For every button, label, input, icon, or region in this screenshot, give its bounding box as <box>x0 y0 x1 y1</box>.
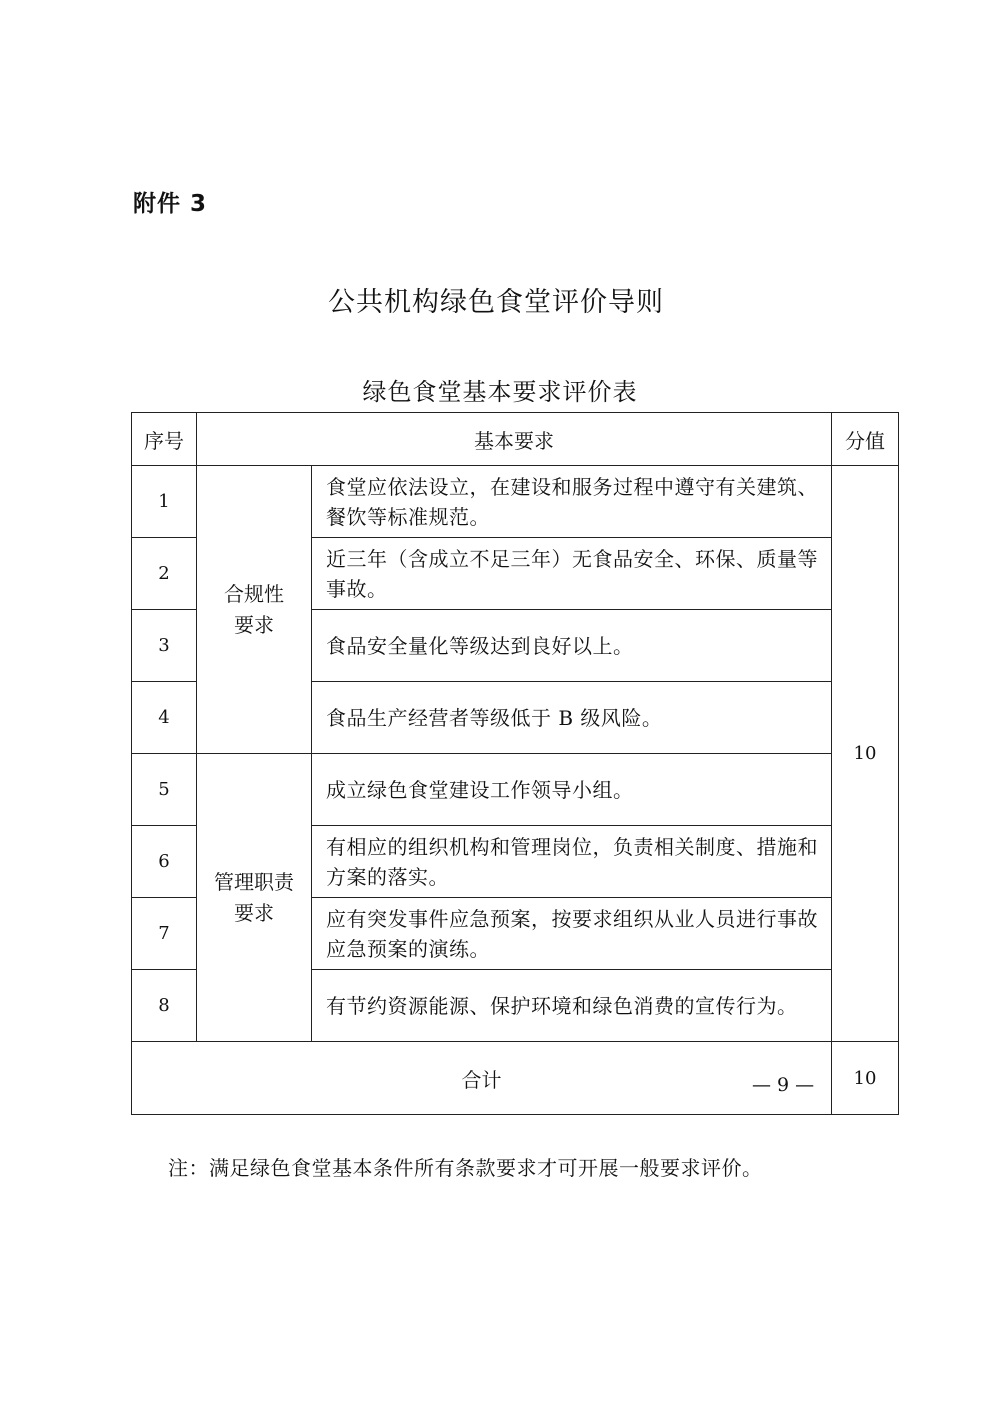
row-seq: 1 <box>132 466 197 538</box>
header-score: 分值 <box>832 413 899 466</box>
row-seq: 6 <box>132 826 197 898</box>
attachment-label: 附件 3 <box>133 191 208 217</box>
total-value: 10 <box>832 1042 899 1115</box>
table-header-row <box>132 413 899 466</box>
row-requirement: 有相应的组织机构和管理岗位，负责相关制度、措施和方案的落实。 <box>312 826 832 898</box>
row-seq: 8 <box>132 970 197 1042</box>
row-seq: 7 <box>132 898 197 970</box>
row-seq: 4 <box>132 682 197 754</box>
page-title: 公共机构绿色食堂评价导则 <box>328 287 664 318</box>
table-row <box>132 466 899 538</box>
row-seq: 2 <box>132 538 197 610</box>
footnote: 注：满足绿色食堂基本条件所有条款要求才可开展一般要求评价。 <box>168 1156 763 1180</box>
row-requirement: 食堂应依法设立，在建设和服务过程中遵守有关建筑、餐饮等标准规范。 <box>312 466 832 538</box>
row-requirement: 应有突发事件应急预案，按要求组织从业人员进行事故应急预案的演练。 <box>312 898 832 970</box>
total-label: 合计 <box>132 1042 832 1115</box>
row-requirement: 食品安全量化等级达到良好以上。 <box>312 610 832 682</box>
page-number: — 9 — <box>752 1074 815 1096</box>
row-requirement: 食品生产经营者等级低于 B 级风险。 <box>312 682 832 754</box>
category-management-label: 管理职责 要求 <box>214 869 294 925</box>
table-title: 绿色食堂基本要求评价表 <box>362 378 638 406</box>
category-compliance <box>197 466 312 754</box>
table-row <box>132 754 899 826</box>
row-requirement: 成立绿色食堂建设工作领导小组。 <box>312 754 832 826</box>
header-requirement: 基本要求 <box>197 413 832 466</box>
row-requirement: 有节约资源能源、保护环境和绿色消费的宣传行为。 <box>312 970 832 1042</box>
evaluation-table <box>131 412 899 1115</box>
category-compliance-label: 合规性 要求 <box>224 581 284 637</box>
row-requirement: 近三年（含成立不足三年）无食品安全、环保、质量等事故。 <box>312 538 832 610</box>
row-seq: 5 <box>132 754 197 826</box>
category-management <box>197 754 312 1042</box>
score-cell: 10 <box>832 466 899 1042</box>
header-seq: 序号 <box>132 413 197 466</box>
row-seq: 3 <box>132 610 197 682</box>
